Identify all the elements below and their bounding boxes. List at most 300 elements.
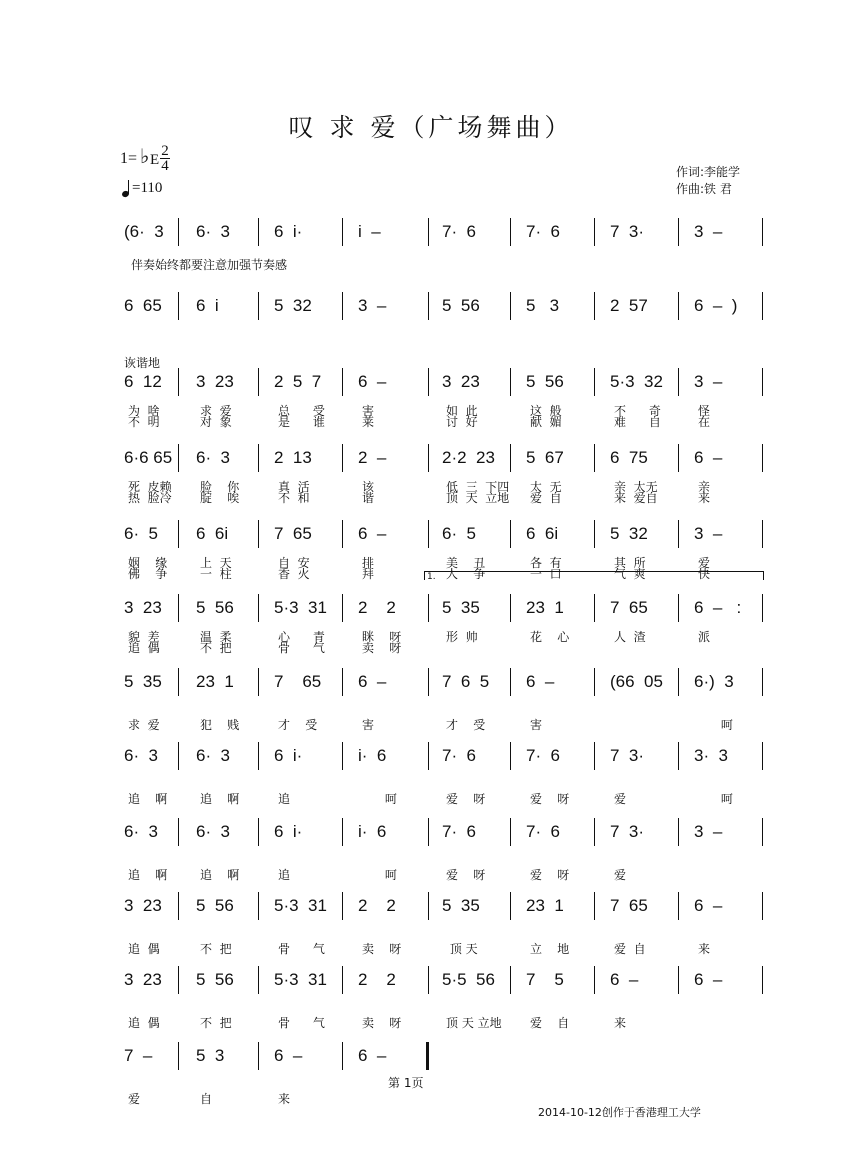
barline xyxy=(678,520,679,548)
lyric-verse-1: 追 啊 xyxy=(128,868,168,882)
barline xyxy=(342,368,343,396)
barline xyxy=(594,520,595,548)
lyric-verse-1: 才 受 xyxy=(446,718,486,732)
barline xyxy=(510,818,511,846)
lyric-verse-2: 快 xyxy=(698,567,711,581)
measure: 7· 6 xyxy=(442,222,477,241)
lyric-verse-1: 爱 呀 xyxy=(446,792,486,806)
score-line xyxy=(0,814,862,882)
lyric-verse-1: 顶 天 xyxy=(446,942,478,956)
barline xyxy=(678,966,679,994)
lyric-verse-2: 莱 xyxy=(362,415,375,429)
barline xyxy=(678,892,679,920)
measure: 6 – xyxy=(694,896,723,915)
lyric-verse-1: 脸 你 xyxy=(200,480,240,494)
barline xyxy=(178,444,179,472)
barline xyxy=(594,292,595,320)
barline xyxy=(678,668,679,696)
measure: 2·2 23 xyxy=(442,448,495,467)
score-line xyxy=(0,440,862,505)
measure: 5·3 31 xyxy=(274,896,327,915)
measure: 2 2 xyxy=(358,896,396,915)
lyric-verse-2: 拜 xyxy=(362,567,375,581)
tempo-marking xyxy=(122,180,162,197)
measure: 5·5 56 xyxy=(442,970,495,989)
measure: 23 1 xyxy=(526,598,564,617)
measure: 5 3 xyxy=(526,296,560,315)
quarter-note-icon xyxy=(122,181,132,197)
key-signature xyxy=(120,143,169,174)
lyric-verse-1: 追 啊 xyxy=(200,792,240,806)
barline xyxy=(762,818,763,846)
barline xyxy=(762,742,763,770)
measure: 6 – xyxy=(358,672,387,691)
barline xyxy=(342,444,343,472)
measure: 5·3 31 xyxy=(274,970,327,989)
measure: 5 35 xyxy=(442,598,480,617)
lyric-verse-2: 一 口 xyxy=(530,567,562,581)
lyric-verse-1: 温 柔 xyxy=(200,630,232,644)
measure: 2 13 xyxy=(274,448,312,467)
measure: 2 2 xyxy=(358,970,396,989)
lyric-verse-1: 不 把 xyxy=(200,942,232,956)
measure: 6·6 65 xyxy=(124,448,173,467)
barline xyxy=(762,444,763,472)
lyric-verse-2: 不 和 xyxy=(278,491,310,505)
final-barline xyxy=(426,1042,429,1070)
measure: 3 23 xyxy=(442,372,480,391)
lyric-verse-1: 顶 天 立地 xyxy=(446,1016,502,1030)
score-line xyxy=(0,962,862,1030)
measure: 6· 5 xyxy=(442,524,477,543)
barline xyxy=(762,966,763,994)
barline xyxy=(342,892,343,920)
measure: 2 5 7 xyxy=(274,372,322,391)
measure: 6· 3 xyxy=(196,746,231,765)
measure: 6 – xyxy=(358,524,387,543)
barline xyxy=(510,520,511,548)
lyric-verse-1: 人 渣 xyxy=(614,630,646,644)
lyric-verse-1: 貌 差 xyxy=(128,630,160,644)
measure: 5·3 32 xyxy=(610,372,663,391)
measure: 6 6i xyxy=(196,524,229,543)
barline xyxy=(762,668,763,696)
barline xyxy=(678,444,679,472)
barline xyxy=(678,742,679,770)
measure: 6 – xyxy=(694,970,723,989)
lyric-verse-1: 上 天 xyxy=(200,556,232,570)
lyric-verse-1: 这 般 xyxy=(530,404,562,418)
lyric-verse-2: 讨 好 xyxy=(446,415,478,429)
barline xyxy=(762,292,763,320)
lyric-verse-1: 呵 xyxy=(698,792,733,806)
barline xyxy=(258,966,259,994)
measure: 23 1 xyxy=(196,672,234,691)
barline xyxy=(342,292,343,320)
barline xyxy=(178,892,179,920)
measure: 7 3· xyxy=(610,746,645,765)
measure: 6 – xyxy=(274,1046,303,1065)
measure: 5 32 xyxy=(274,296,312,315)
measure: 5 56 xyxy=(196,896,234,915)
lyric-verse-2: 谐 xyxy=(362,491,375,505)
measure: (6· 3 xyxy=(124,222,164,241)
measure: 6· 3 xyxy=(124,746,159,765)
lyric-verse-1: 不 把 xyxy=(200,1016,232,1030)
lyric-verse-1: 眯 呀 xyxy=(362,630,402,644)
lyric-verse-1: 才 受 xyxy=(278,718,318,732)
measure: 6· 3 xyxy=(196,222,231,241)
lyric-verse-1: 自 安 xyxy=(278,556,310,570)
barline xyxy=(178,520,179,548)
lyric-verse-1: 亲 xyxy=(698,480,711,494)
lyric-verse-1: 爱 xyxy=(698,556,711,570)
lyric-verse-2: 香 火 xyxy=(278,567,310,581)
measure: 6· 3 xyxy=(196,822,231,841)
barline xyxy=(762,594,763,622)
barline xyxy=(258,520,259,548)
measure: 7 3· xyxy=(610,822,645,841)
score-title: 叹 求 爱（广场舞曲） xyxy=(288,113,574,142)
measure: 3 – xyxy=(694,372,723,391)
lyric-verse-2: 气 爽 xyxy=(614,567,646,581)
measure: i – xyxy=(358,222,381,241)
score-line xyxy=(0,738,862,806)
lyric-verse-2: 对 象 xyxy=(200,415,232,429)
lyric-verse-1: 美 丑 xyxy=(446,556,486,570)
lyric-verse-2: 顶 天 立地 xyxy=(446,491,510,505)
barline xyxy=(510,966,511,994)
barline xyxy=(678,292,679,320)
lyric-verse-1: 自 xyxy=(200,1092,213,1106)
lyric-verse-1: 骨 气 xyxy=(278,942,325,956)
measure: 3 – xyxy=(694,524,723,543)
measure: 2 57 xyxy=(610,296,648,315)
lyric-verse-1: 各 有 xyxy=(530,556,562,570)
measure: 6 65 xyxy=(124,296,162,315)
lyric-verse-1: 追 偶 xyxy=(128,1016,160,1030)
barline xyxy=(258,1042,259,1070)
lyric-verse-1: 爱 xyxy=(614,792,627,806)
measure: 5 32 xyxy=(610,524,648,543)
measure: i· 6 xyxy=(358,746,387,765)
lyric-verse-1: 形 帅 xyxy=(446,630,478,644)
measure: 3 23 xyxy=(124,598,162,617)
lyric-verse-1: 追 偶 xyxy=(128,942,160,956)
key-tonic: E xyxy=(150,152,160,168)
barline xyxy=(178,1042,179,1070)
creation-note: 2014-10-12创作于香港理工大学 xyxy=(538,1106,701,1119)
barline xyxy=(510,668,511,696)
tempo-value: =110 xyxy=(132,180,163,196)
score-line xyxy=(0,590,862,655)
measure: 3 – xyxy=(694,222,723,241)
barline xyxy=(678,218,679,246)
lyric-verse-2: 不 把 xyxy=(200,641,232,655)
flat-icon: ♭ xyxy=(140,146,150,168)
measure: 7 3· xyxy=(610,222,645,241)
barline xyxy=(342,218,343,246)
measure: 7 6 5 xyxy=(442,672,490,691)
lyric-verse-1: 低 三 下四 xyxy=(446,480,510,494)
barline xyxy=(258,892,259,920)
lyric-verse-1: 卖 呀 xyxy=(362,1016,402,1030)
measure: 5 56 xyxy=(526,372,564,391)
barline xyxy=(428,742,429,770)
measure: 6 – xyxy=(358,372,387,391)
barline xyxy=(428,668,429,696)
measure: 7 – xyxy=(124,1046,153,1065)
lyric-verse-2: 是 谁 xyxy=(278,415,325,429)
lyric-verse-1: 求 爱 xyxy=(200,404,232,418)
barline xyxy=(428,444,429,472)
lyric-verse-1: 追 啊 xyxy=(200,868,240,882)
lyric-verse-2: 卖 呀 xyxy=(362,641,402,655)
lyric-verse-2: 爱 自 xyxy=(530,491,562,505)
measure: 6 – : xyxy=(694,598,742,617)
barline xyxy=(594,742,595,770)
lyric-verse-2: 人 争 xyxy=(446,567,486,581)
lyricist: 作词:李能学 xyxy=(676,165,741,179)
lyric-verse-1: 呵 xyxy=(698,718,733,732)
measure: 7 65 xyxy=(610,896,648,915)
lyric-verse-2: 来 xyxy=(698,491,711,505)
lyric-verse-1: 花 心 xyxy=(530,630,570,644)
lyric-verse-2: 追 偶 xyxy=(128,641,160,655)
lyric-verse-1: 害 xyxy=(362,718,375,732)
measure: 7· 6 xyxy=(526,822,561,841)
barline xyxy=(678,818,679,846)
measure: 6 i· xyxy=(274,746,303,765)
lyric-verse-1: 呵 xyxy=(362,792,397,806)
key-prefix: 1= xyxy=(120,150,138,167)
lyric-verse-1: 害 xyxy=(530,718,543,732)
barline xyxy=(258,444,259,472)
lyric-verse-1: 该 xyxy=(362,480,375,494)
lyric-verse-1: 害 xyxy=(362,404,375,418)
measure: 6 i· xyxy=(274,222,303,241)
barline xyxy=(678,368,679,396)
lyric-verse-1: 爱 自 xyxy=(614,942,646,956)
lyric-verse-1: 死 皮赖 xyxy=(128,480,172,494)
lyric-verse-2: 献 媚 xyxy=(530,415,562,429)
lyric-verse-1: 为 啥 xyxy=(128,404,160,418)
time-top: 2 xyxy=(161,143,169,159)
barline xyxy=(594,892,595,920)
time-bottom: 4 xyxy=(161,158,169,174)
measure: 6· 5 xyxy=(124,524,159,543)
measure: 6 i· xyxy=(274,822,303,841)
barline xyxy=(594,594,595,622)
barline xyxy=(594,368,595,396)
measure: 23 1 xyxy=(526,896,564,915)
barline xyxy=(428,368,429,396)
barline xyxy=(258,368,259,396)
measure: 2 – xyxy=(358,448,387,467)
barline xyxy=(762,520,763,548)
barline xyxy=(258,292,259,320)
score-line xyxy=(0,664,862,732)
measure: 6 i xyxy=(196,296,219,315)
lyric-verse-2: 来 爱自 xyxy=(614,491,658,505)
measure: 5 35 xyxy=(442,896,480,915)
measure: 5 35 xyxy=(124,672,162,691)
lyric-verse-1: 骨 气 xyxy=(278,1016,325,1030)
score-line xyxy=(0,888,862,956)
lyric-verse-1: 追 啊 xyxy=(128,792,168,806)
score-line xyxy=(0,214,862,254)
lyric-verse-1: 爱 呀 xyxy=(446,868,486,882)
lyric-verse-2: 佛 争 xyxy=(128,567,168,581)
measure: 6 – xyxy=(694,448,723,467)
barline xyxy=(594,966,595,994)
measure: 3 23 xyxy=(124,896,162,915)
lyric-verse-1: 来 xyxy=(698,942,711,956)
barline xyxy=(510,892,511,920)
lyric-verse-1: 来 xyxy=(278,1092,291,1106)
barline xyxy=(762,368,763,396)
barline xyxy=(510,292,511,320)
score-line xyxy=(0,364,862,429)
lyric-verse-2: 一 柱 xyxy=(200,567,232,581)
lyric-verse-1: 怪 xyxy=(698,404,711,418)
measure: 5·3 31 xyxy=(274,598,327,617)
measure: 5 56 xyxy=(442,296,480,315)
measure: 6 12 xyxy=(124,372,162,391)
measure: 7 65 xyxy=(610,598,648,617)
barline xyxy=(510,218,511,246)
lyric-verse-1: 排 xyxy=(362,556,375,570)
lyric-verse-1: 爱 呀 xyxy=(530,868,570,882)
measure: 6· 3 xyxy=(124,822,159,841)
barline xyxy=(594,218,595,246)
barline xyxy=(178,818,179,846)
time-signature xyxy=(160,144,170,173)
barline xyxy=(258,218,259,246)
measure: 3· 3 xyxy=(694,746,729,765)
barline xyxy=(178,594,179,622)
measure: 6 – xyxy=(610,970,639,989)
lyric-verse-1: 姻 缘 xyxy=(128,556,168,570)
measure: 3 – xyxy=(694,822,723,841)
barline xyxy=(428,292,429,320)
measure: 7 5 xyxy=(526,970,564,989)
lyric-verse-1: 总 受 xyxy=(278,404,325,418)
lyric-verse-1: 其 所 xyxy=(614,556,646,570)
measure: 6 – ) xyxy=(694,296,738,315)
barline xyxy=(342,742,343,770)
barline xyxy=(594,444,595,472)
barline xyxy=(594,818,595,846)
measure: 7· 6 xyxy=(526,746,561,765)
lyric-verse-1: 爱 自 xyxy=(530,1016,570,1030)
lyric-verse-1: 呵 xyxy=(362,868,397,882)
measure: 5 56 xyxy=(196,970,234,989)
lyric-verse-1: 犯 贱 xyxy=(200,718,240,732)
barline xyxy=(178,292,179,320)
measure: 6· 3 xyxy=(196,448,231,467)
lyric-verse-1: 爱 xyxy=(128,1092,141,1106)
barline xyxy=(178,368,179,396)
score-line xyxy=(0,516,862,581)
credits xyxy=(676,164,740,198)
lyric-verse-1: 求 爱 xyxy=(128,718,160,732)
barline xyxy=(342,520,343,548)
lyric-verse-1: 不 奇 xyxy=(614,404,661,418)
barline xyxy=(428,594,429,622)
barline xyxy=(342,818,343,846)
lyric-verse-2: 难 自 xyxy=(614,415,661,429)
lyric-verse-2: 热 脸冷 xyxy=(128,491,172,505)
barline xyxy=(428,218,429,246)
barline xyxy=(178,218,179,246)
measure: 6 6i xyxy=(526,524,559,543)
measure: 3 23 xyxy=(196,372,234,391)
barline xyxy=(510,368,511,396)
lyric-verse-1: 如 此 xyxy=(446,404,478,418)
measure: 7· 6 xyxy=(526,222,561,241)
measure: 7· 6 xyxy=(442,746,477,765)
lyric-verse-1: 追 xyxy=(278,868,291,882)
measure: 7· 6 xyxy=(442,822,477,841)
barline xyxy=(258,668,259,696)
measure: 5 67 xyxy=(526,448,564,467)
measure: 2 2 xyxy=(358,598,396,617)
lyric-verse-2: 不 明 xyxy=(128,415,160,429)
lyric-verse-2: 腚 唉 xyxy=(200,491,240,505)
barline xyxy=(178,668,179,696)
measure: 6·) 3 xyxy=(694,672,734,691)
barline xyxy=(510,742,511,770)
measure: 5 56 xyxy=(196,598,234,617)
page-number: 第 1页 xyxy=(388,1076,424,1090)
barline xyxy=(258,742,259,770)
barline xyxy=(178,966,179,994)
barline xyxy=(678,594,679,622)
barline xyxy=(428,818,429,846)
measure: (66 05 xyxy=(610,672,663,691)
measure: 7 65 xyxy=(274,672,322,691)
measure: 5 3 xyxy=(196,1046,225,1065)
barline xyxy=(594,668,595,696)
barline xyxy=(178,742,179,770)
barline xyxy=(510,444,511,472)
volta-label: 1. xyxy=(427,572,436,582)
barline xyxy=(258,818,259,846)
barline xyxy=(762,218,763,246)
barline xyxy=(342,966,343,994)
measure: 3 23 xyxy=(124,970,162,989)
lyric-verse-1: 卖 呀 xyxy=(362,942,402,956)
lyric-verse-1: 来 xyxy=(614,1016,627,1030)
barline xyxy=(342,1042,343,1070)
lyric-verse-1: 亲 太无 xyxy=(614,480,658,494)
lyric-verse-1: 爱 xyxy=(614,868,627,882)
lyric-verse-2: 骨 气 xyxy=(278,641,325,655)
barline xyxy=(428,520,429,548)
measure: 7 65 xyxy=(274,524,312,543)
lyric-verse-1: 心 青 xyxy=(278,630,325,644)
lyric-verse-1: 真 活 xyxy=(278,480,310,494)
lyric-verse-1: 太 无 xyxy=(530,480,562,494)
lyric-verse-1: 追 xyxy=(278,792,291,806)
barline xyxy=(762,892,763,920)
accompaniment-note: 伴奏始终都要注意加强节奏感 xyxy=(131,258,288,272)
barline xyxy=(510,594,511,622)
barline xyxy=(428,892,429,920)
lyric-verse-2: 在 xyxy=(698,415,711,429)
barline xyxy=(258,594,259,622)
